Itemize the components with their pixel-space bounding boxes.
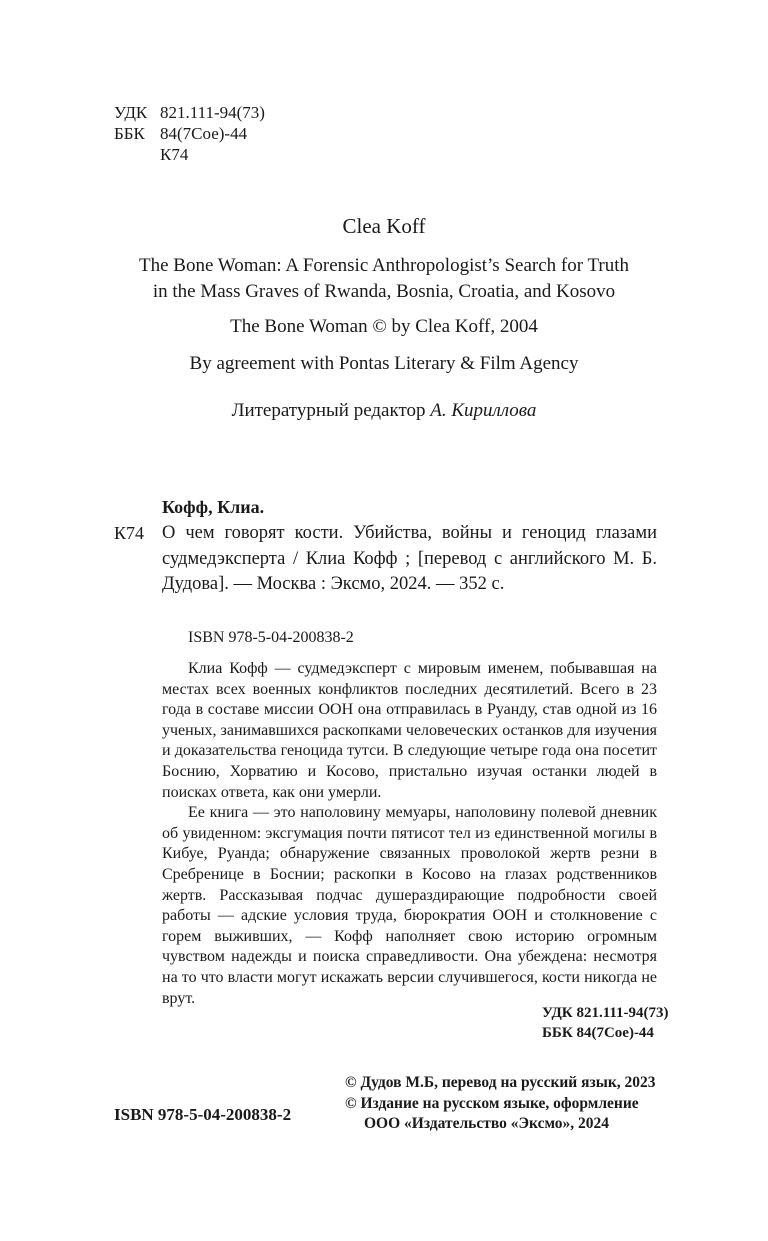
author-mark: К74: [160, 145, 189, 164]
udk-value: 821.111-94(73): [160, 103, 265, 122]
copyright-edition-line2: ООО «Издательство «Эксмо», 2024: [364, 1115, 610, 1132]
literary-editor: [0, 400, 768, 422]
bbk-row: [114, 123, 265, 144]
annotation: [162, 659, 657, 1009]
footer-copyrights: [345, 1073, 656, 1135]
footer-isbn: ISBN 978-5-04-200838-2: [114, 1105, 292, 1124]
original-title-line2: in the Mass Graves of Rwanda, Bosnia, Croatia, and Kosovo: [152, 281, 616, 302]
classification-block: [114, 102, 265, 165]
copyright-translation: © Дудов М.Б, перевод на русский язык, 2023: [345, 1074, 656, 1091]
original-title: [0, 253, 768, 305]
annotation-paragraph-2: Ее книга — это наполовину мемуары, наполовину полевой дневник об увиденном: эксгумация почти пятисот тел из единственной могилы в Кибуе, Руанда; обнаружение связанных проволокой жертв резни в Сребренице в Боснии; раскопки в Косово на глазах родственников жертв. Рассказывая подчас душераздирающие подробности своей работы — адские условия труда, бюрократия ООН и столкновение с горем выживших, — Кофф наполняет свою историю огромным чувством надежды и поиска справедливости. Она убеждена: несмотря на то что власти могут искажать версии случившегося, кости никогда не врут.: [162, 804, 657, 1007]
original-author: Clea Koff: [342, 214, 426, 238]
original-title-line1: The Bone Woman: A Forensic Anthropologist’s Search for Truth: [139, 255, 629, 276]
udk-label: УДК: [114, 103, 148, 122]
bibliographic-author-heading: Кофф, Клиа.: [162, 497, 265, 517]
footer-udk: УДК 821.111-94(73): [542, 1005, 669, 1021]
editor-name: А. Кириллова: [430, 400, 537, 421]
original-copyright: The Bone Woman © by Clea Koff, 2004: [230, 316, 538, 337]
footer-bbk: ББК 84(7Сое)-44: [542, 1025, 654, 1041]
copyright-edition-line1: © Издание на русском языке, оформление: [345, 1094, 639, 1112]
isbn-inline: ISBN 978-5-04-200838-2: [188, 629, 354, 646]
agency-agreement: By agreement with Pontas Literary & Film Agency: [189, 353, 579, 374]
bbk-value: 84(7Сое)-44: [160, 124, 248, 143]
bibliographic-description: О чем говорят кости. Убийства, войны и геноцид глазами судмедэксперта / Клиа Кофф ; [перевод с английского М. Б. Дудова]. — Москва : Эксмо, 2024. — 352 с.: [162, 523, 657, 594]
author-mark-row: [114, 144, 265, 165]
editor-label: Литературный редактор: [231, 400, 426, 421]
bibliographic-code: К74: [114, 523, 145, 543]
footer-classification: [542, 1003, 669, 1043]
annotation-paragraph-1: Клиа Кофф — судмедэксперт с мировым именем, побывавшая на местах всех военных конфликтов последних десятилетий. Всего в 23 года в составе миссии ООН она отправилась в Руанду, став одной из 16 ученых, занимавшихся раскопками человеческих останков для изучения и доказательства геноцида тутси. В следующие четыре года она посетит Боснию, Хорватию и Косово, пристально изучая останки людей в поисках ответа, как они умерли.: [162, 660, 657, 801]
udk-row: [114, 102, 265, 123]
bbk-label: ББК: [114, 124, 145, 143]
